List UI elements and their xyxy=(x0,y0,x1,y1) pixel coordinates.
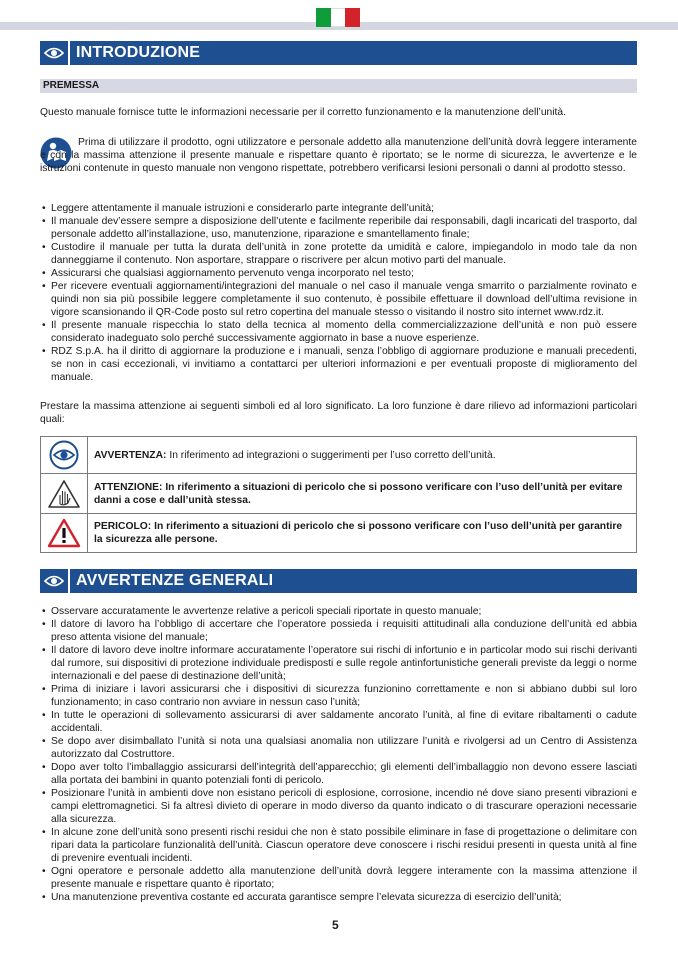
subsection-header: PREMESSA xyxy=(40,79,637,93)
list-item: • Il datore di lavoro deve inoltre informare accuratamente l’operatore sui rischi di infortunio e in particolar modo sui rischi derivanti dal rumore, sui dispositivi di protezione individuale predisposti e sulle regole antinfortunistiche generali previste da leggi o norme internazionali e del paese di destinazione dell’unità; xyxy=(40,644,637,683)
symbol-label: ATTENZIONE: xyxy=(94,481,163,493)
symbol-text: In riferimento a situazioni di pericolo che si possono verificare con l’uso dell’unità per garantire la sicurezza alle persone. xyxy=(94,521,623,545)
list-item: • Il datore di lavoro ha l’obbligo di accertare che l’operatore possieda i requisiti attitudinali alla conduzione dell’unità ed abbia preso attenta visione del manuale; xyxy=(40,618,637,644)
hand-warning-icon xyxy=(41,474,88,513)
list-item: • Una manutenzione preventiva costante ed accurata garantisce sempre l’elevata sicurezza di esercizio dell’unità; xyxy=(40,891,637,904)
list-item: • Il manuale dev’essere sempre a disposizione dell’utente e facilmente reperibile dai responsabili, dagli incaricati del trasporto, dal personale addetto all’installazione, uso, manutenzione, riparazione e smantellamento finale; xyxy=(40,215,637,241)
list-item: • Ogni operatore e personale addetto alla manutenzione dell’unità dovrà leggere interamente con la massima attenzione il presente manuale e rispettare quanto è riportato; xyxy=(40,865,637,891)
list-item: • In tutte le operazioni di sollevamento assicurarsi di aver saldamente ancorato l’unità, al fine di evitare ribaltamenti o cadute accidentali. xyxy=(40,709,637,735)
italian-flag-icon xyxy=(316,8,360,27)
symbol-text: In riferimento a situazioni di pericolo che si possono verificare con l’uso dell’unità per evitare danni a cose e dall’unità stessa. xyxy=(94,481,623,506)
symbol-row-pericolo xyxy=(41,514,636,552)
symbol-description xyxy=(88,514,636,552)
symbol-row-attenzione xyxy=(41,474,636,514)
eye-icon xyxy=(40,569,70,593)
section-title: INTRODUZIONE xyxy=(76,44,201,61)
eye-icon xyxy=(41,437,88,473)
list-item: • Posizionare l’unità in ambienti dove non esistano pericoli di esplosione, corrosione, incendio né dove siano presenti vibrazioni e campi elettromagnetici. Si fa altresì divieto di operare in modo diverso da quanto indicato o di trascurare operazioni necessarie alla sicurezza. xyxy=(40,787,637,826)
list-item: • Per ricevere eventuali aggiornamenti/integrazioni del manuale o nel caso il manuale venga smarrito o parzialmente rovinato e quindi non sia più possibile leggere completamente il suo contenuto, è possibile effettuare il download dell’ultima revisione in vigore scansionando il QR-Code posto sul retro copertina del manuale stesso o visitando il nostro sito internet www.rdz.it. xyxy=(40,280,637,319)
symbol-label: PERICOLO: xyxy=(94,521,152,532)
list-item: • Osservare accuratamente le avvertenze relative a pericoli speciali riportate in questo manuale; xyxy=(40,605,637,618)
list-item: • Leggere attentamente il manuale istruzioni e considerarlo parte integrante dell’unità; xyxy=(40,202,637,215)
list-item: • Il presente manuale rispecchia lo stato della tecnica al momento della commercializzazione dell’unità e non può essere considerato inadeguato solo perché successivamente aggiornato in base a nuove esperienze. xyxy=(40,319,637,345)
section-title: AVVERTENZE GENERALI xyxy=(76,572,274,589)
list-item: • Se dopo aver disimballato l’unità si nota una qualsiasi anomalia non utilizzare l’unità e rivolgersi ad un Centro di Assistenza autorizzato dal Costruttore. xyxy=(40,735,637,761)
symbol-description xyxy=(88,474,636,513)
list-item: • Assicurarsi che qualsiasi aggiornamento pervenuto venga incorporato nel testo; xyxy=(40,267,637,280)
symbol-text: In riferimento ad integrazioni o suggerimenti per l’uso corretto dell’unità. xyxy=(166,449,496,461)
section-header-avvertenze-generali xyxy=(40,569,637,593)
intro-bullet-list xyxy=(40,202,637,384)
intro-notice: Prima di utilizzare il prodotto, ogni utilizzatore e personale addetto alla manutenzione dell’unità dovrà leggere interamente e con la massima attenzione il presente manuale e rispettare quanto è riportato; se le norme di sicurezza, le avvertenze e le istruzioni contenute in questo manuale non vengono rispettate, potrebbero verificarsi lesioni personali o danni al prodotto stesso. xyxy=(40,137,637,174)
list-item: • Custodire il manuale per tutta la durata dell’unità in zone protette da umidità e calore, impiegandolo in modo tale da non danneggiarne il contenuto. Non asportare, strappare o riscrivere per alcun motivo parti del manuale. xyxy=(40,241,637,267)
page-number: 5 xyxy=(332,918,339,932)
list-item: • Dopo aver tolto l’imballaggio assicurarsi dell’integrità dell’apparecchio; gli elementi dell’imballaggio non devono essere lasciati alla portata dei bambini in quanto potenziali fonti di pericolo. xyxy=(40,761,637,787)
section-header-introduzione xyxy=(40,41,637,65)
intro-lead: Questo manuale fornisce tutte le informazioni necessarie per il corretto funzionamento e la manutenzione dell’unità. xyxy=(40,107,567,118)
symbols-intro: Prestare la massima attenzione ai seguenti simboli ed al loro significato. La loro funzione è dare rilievo ad informazioni particolari quali: xyxy=(40,401,637,425)
symbol-row-avvertenza xyxy=(41,437,636,474)
danger-icon xyxy=(41,514,88,552)
general-bullet-list xyxy=(40,605,637,904)
symbol-description xyxy=(88,437,636,473)
symbols-table xyxy=(40,436,637,553)
list-item: • In alcune zone dell’unità sono presenti rischi residui che non è stato possibile eliminare in fase di progettazione o delimitare con ripari data la particolare funzionalità dell’unità. Ciascun operatore deve conoscere i rischi residui presenti in questa unità al fine di prevenire eventuali incidenti. xyxy=(40,826,637,865)
list-item: • Prima di iniziare i lavori assicurarsi che i dispositivi di sicurezza funzionino correttamente e non si abbiano dubbi sul loro funzionamento; in caso contrario non avviare in nessun caso l’unità; xyxy=(40,683,637,709)
list-item: • RDZ S.p.A. ha il diritto di aggiornare la produzione e i manuali, senza l’obbligo di aggiornare produzione e manuali precedenti, se non in casi eccezionali, vi invitiamo a contattarci per ulteriori informazioni e per eventuali proposte di miglioramento del manuale. xyxy=(40,345,637,384)
symbol-label: AVVERTENZA: xyxy=(94,449,167,461)
eye-icon xyxy=(40,41,70,65)
